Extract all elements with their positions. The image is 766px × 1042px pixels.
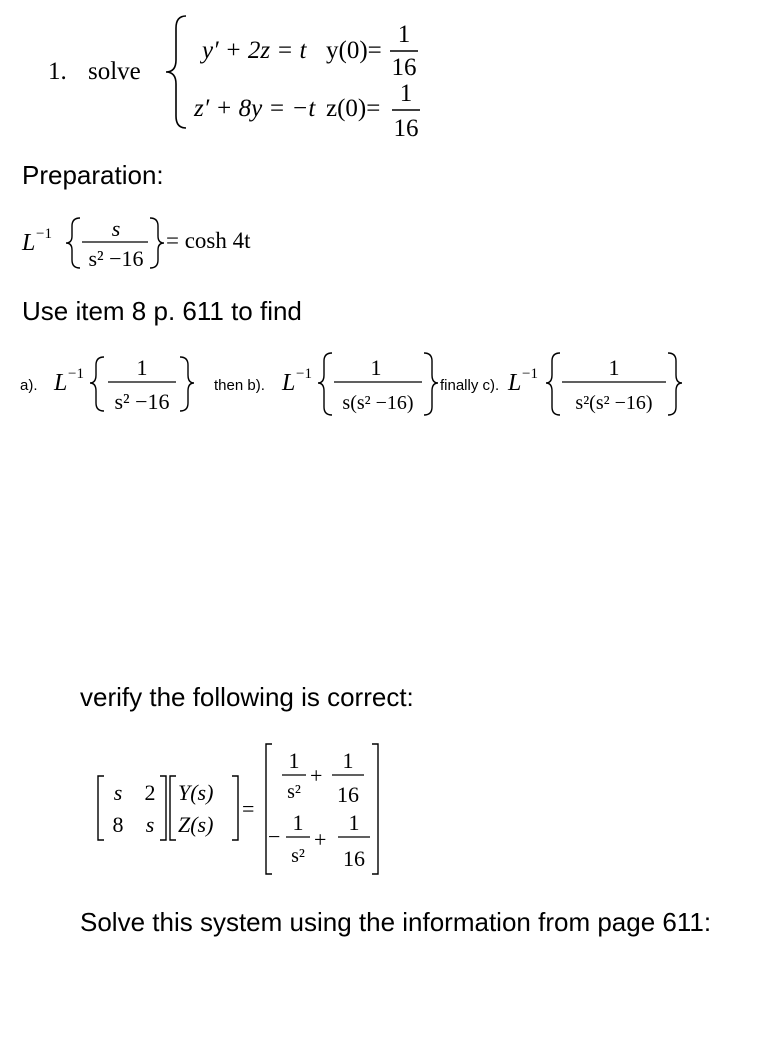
laplace-operator: L	[54, 370, 68, 396]
closing-instruction: Solve this system using the information from page 611:	[80, 907, 712, 937]
laplace-operator: L	[22, 230, 36, 256]
part-c-denominator: s²(s² −16)	[575, 392, 653, 414]
right-brace	[668, 353, 682, 415]
rhs-row2-a-num: 1	[292, 810, 304, 835]
part-b-label: then b).	[214, 377, 265, 394]
preparation-heading: Preparation:	[22, 160, 164, 190]
laplace-operator: L	[282, 370, 296, 396]
part-a-label: a).	[20, 377, 38, 394]
matrix-left-bracket	[98, 776, 104, 840]
inverse-exponent: −1	[68, 366, 84, 382]
vector-entry-Z: Z(s)	[178, 812, 214, 837]
part-a-numerator: 1	[136, 355, 148, 380]
vector-entry-Y: Y(s)	[178, 780, 214, 805]
vector-right-bracket	[232, 776, 238, 840]
part-b-numerator: 1	[370, 355, 382, 380]
initial-condition-2-num: 1	[399, 80, 413, 107]
matrix-cell-21: 8	[112, 812, 124, 837]
rhs-row1-op: +	[310, 763, 323, 788]
inverse-exponent: −1	[296, 366, 312, 382]
rhs-row2-op: +	[314, 827, 327, 852]
system-left-brace	[166, 16, 186, 128]
problem-number: 1.	[48, 58, 67, 85]
part-c-numerator: 1	[608, 355, 620, 380]
equation-1: y′ + 2z = t	[202, 37, 307, 64]
initial-condition-1-num: 1	[397, 21, 411, 48]
left-brace	[318, 353, 332, 415]
rhs-row1-b-den: 16	[337, 782, 359, 807]
rhs-row2-sign: −	[268, 824, 281, 849]
rhs-left-bracket	[266, 744, 272, 874]
inverse-exponent: −1	[36, 226, 52, 242]
result: = cosh 4t	[166, 228, 251, 253]
verify-heading: verify the following is correct:	[80, 682, 414, 712]
rhs-row2-a-den: s²	[291, 845, 305, 867]
rhs-row2-b-den: 16	[343, 846, 365, 871]
part-b-denominator: s(s² −16)	[342, 392, 414, 414]
instruction-text: Use item 8 p. 611 to find	[22, 296, 302, 326]
vector-left-bracket	[170, 776, 176, 840]
initial-condition-1-den: 16	[391, 54, 417, 81]
inverse-exponent: −1	[522, 366, 538, 382]
equation-2: z′ + 8y = −t	[194, 95, 316, 122]
system-of-equations	[160, 8, 460, 142]
matrix-cell-11: s	[113, 780, 123, 805]
part-a-denominator: s² −16	[114, 389, 170, 414]
equals-sign: =	[242, 796, 255, 821]
initial-condition-1-lhs: y(0)=	[326, 37, 382, 64]
matrix-right-bracket	[160, 776, 166, 840]
parts-formulas	[20, 345, 760, 425]
part-c-label: finally c).	[440, 377, 500, 394]
denominator: s² −16	[88, 246, 144, 271]
right-brace	[150, 218, 164, 268]
initial-condition-2-lhs: z(0)=	[326, 95, 381, 122]
rhs-row1-b-num: 1	[342, 748, 354, 773]
initial-condition-2-den: 16	[393, 115, 419, 142]
left-brace	[66, 218, 80, 268]
left-brace	[546, 353, 560, 415]
preparation-formula	[22, 210, 282, 270]
laplace-operator: L	[508, 370, 522, 396]
rhs-row1-a-num: 1	[288, 748, 300, 773]
problem-verb: solve	[88, 58, 141, 85]
right-brace	[424, 353, 438, 415]
left-brace	[90, 357, 104, 411]
rhs-right-bracket	[372, 744, 378, 874]
right-brace	[180, 357, 194, 411]
numerator: s	[111, 216, 121, 241]
matrix-equation	[96, 740, 396, 880]
rhs-row2-b-num: 1	[348, 810, 360, 835]
matrix-cell-22: s	[145, 812, 155, 837]
rhs-row1-a-den: s²	[287, 781, 301, 803]
matrix-cell-12: 2	[144, 780, 156, 805]
